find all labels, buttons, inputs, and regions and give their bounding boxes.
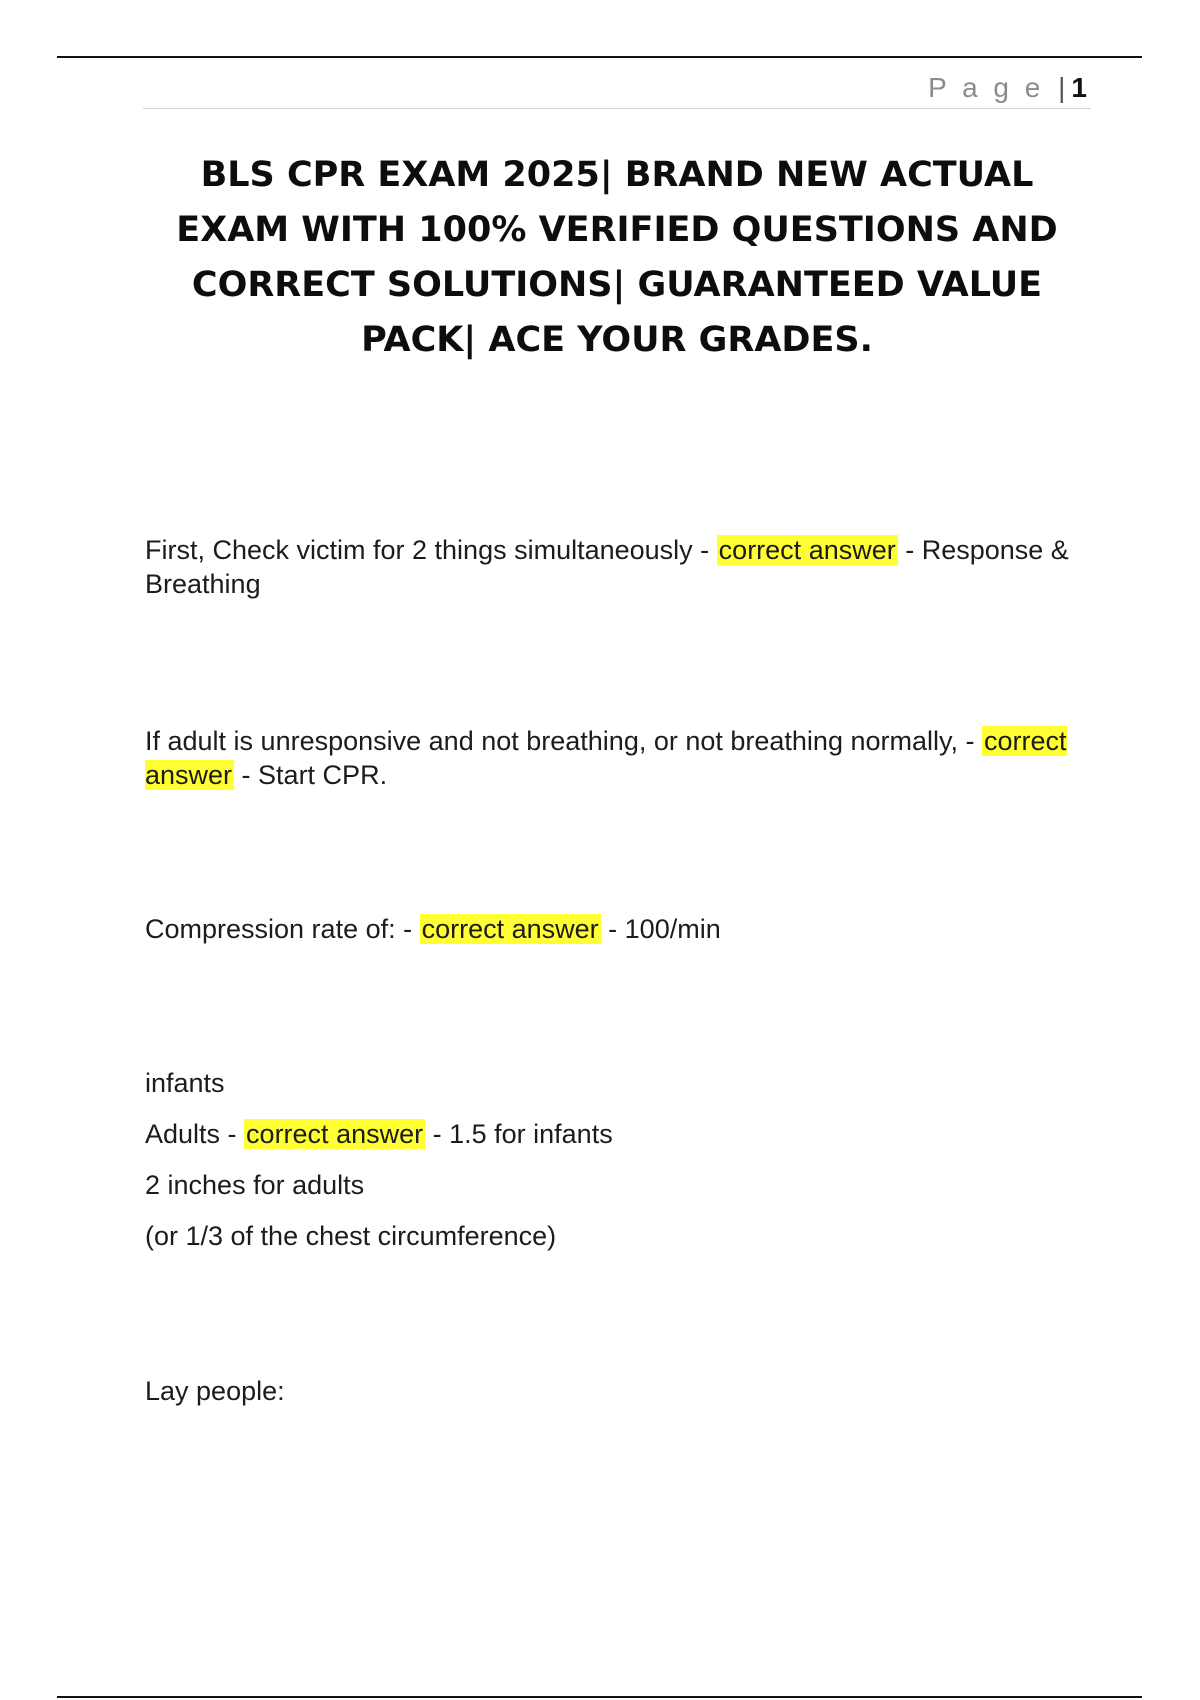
bottom-rule <box>57 1696 1142 1698</box>
answer-text: - Response & Breathing <box>145 535 1069 599</box>
answer-text: - Start CPR. <box>234 760 388 790</box>
depth-line-adults: 2 inches for adults <box>145 1170 365 1200</box>
depth-line-infants: infants <box>145 1068 225 1098</box>
question-text: First, Check victim for 2 things simultaneously - <box>145 535 717 565</box>
page-header <box>143 68 1091 109</box>
question-text: If adult is unresponsive and not breathing, or not breathing normally, - <box>145 726 982 756</box>
qa-item-check-victim <box>145 533 1090 601</box>
correct-answer-highlight: correct answer <box>718 535 896 565</box>
correct-answer-highlight: correct answer <box>421 914 599 944</box>
answer-text: - 1.5 for infants <box>425 1119 613 1149</box>
question-text: Compression rate of: - <box>145 914 420 944</box>
answer-text: - 100/min <box>600 914 721 944</box>
page-number-value: 1 <box>1071 72 1087 103</box>
qa-item-lay-people: Lay people: <box>145 1376 285 1406</box>
correct-answer-highlight: correct answer <box>246 1119 424 1149</box>
correct-answer-highlight: correct answer <box>145 726 1067 790</box>
page-number <box>928 72 1087 104</box>
depth-line-chest: (or 1/3 of the chest circumference) <box>145 1221 557 1251</box>
document-title: BLS CPR EXAM 2025| BRAND NEW ACTUAL EXAM WITH 100% VERIFIED QUESTIONS AND CORRECT SOLUTIONS| GUARANTEED VALUE PACK| ACE YOUR GRADES. <box>176 155 1058 360</box>
qa-item-compression-rate <box>145 912 1090 946</box>
qa-item-compression-depth <box>145 1117 613 1151</box>
page-separator: | <box>1058 72 1066 103</box>
top-rule <box>57 56 1142 58</box>
question-text: Adults - <box>145 1119 245 1149</box>
page-label: P a g e <box>928 72 1045 103</box>
qa-item-start-cpr <box>145 724 1090 792</box>
